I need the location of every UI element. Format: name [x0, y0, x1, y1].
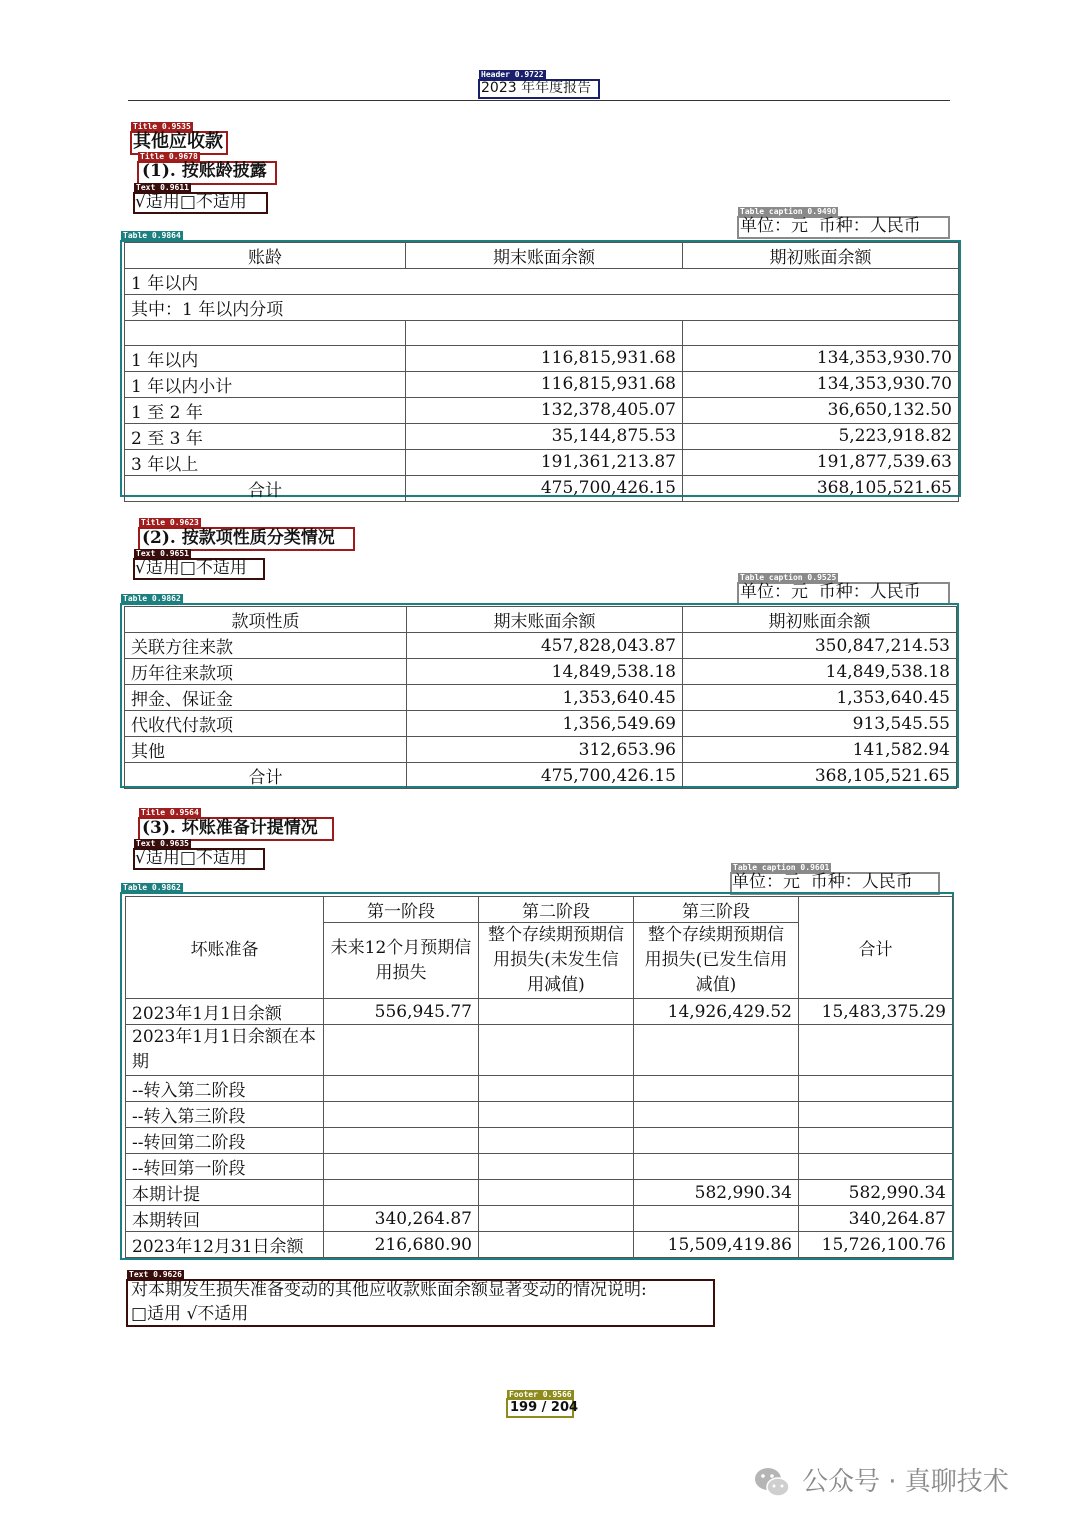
s3-cell-label: 2023年12月31日余额 — [126, 1232, 324, 1258]
s3-table-header-row — [126, 897, 953, 923]
s2-cell-end: 1,356,549.69 — [407, 711, 683, 737]
s2-col-header: 期初账面余额 — [683, 607, 957, 633]
s1-cell-begin: 191,877,539.63 — [683, 449, 959, 475]
s1-cell-end: 116,815,931.68 — [406, 371, 683, 397]
s3-cell-label: 本期转回 — [126, 1206, 324, 1232]
s3-cell-stage2 — [479, 1102, 634, 1128]
s3-cell-stage3 — [634, 1102, 799, 1128]
watermark-text: 公众号 · 真聊技术 — [802, 1467, 1009, 1497]
table-row — [125, 321, 959, 346]
s2-caption: 单位：元 币种：人民币 — [740, 582, 921, 602]
s2-cell-begin: 913,545.55 — [683, 711, 957, 737]
s3-cell-label: --转回第一阶段 — [126, 1154, 324, 1180]
table-row — [126, 1154, 953, 1180]
s2-cell-begin: 14,849,538.18 — [683, 659, 957, 685]
s1-col-header: 期初账面余额 — [683, 243, 959, 269]
s3-cell-stage2 — [479, 1206, 634, 1232]
s3-col-header-total: 合计 — [799, 897, 953, 999]
s3-caption: 单位：元 币种：人民币 — [732, 872, 913, 892]
s3-cell-stage2 — [479, 1076, 634, 1102]
s1-table — [124, 242, 959, 502]
s3-cell-total: 15,726,100.76 — [799, 1232, 953, 1258]
s3-cell-label: 本期计提 — [126, 1180, 324, 1206]
s2-table-detection-label: Table 0.9862 — [123, 594, 181, 603]
s1-cell-label: 1 至 2 年 — [125, 397, 406, 423]
s3-cell-total: 340,264.87 — [799, 1206, 953, 1232]
s2-col-header: 款项性质 — [125, 607, 407, 633]
table-row — [125, 345, 959, 371]
s3-table — [125, 896, 953, 1258]
s2-cell-end: 475,700,426.15 — [407, 763, 683, 789]
s2-cell-label: 押金、保证金 — [125, 685, 407, 711]
table-row-total — [125, 763, 957, 789]
s2-title: (2). 按款项性质分类情况 — [142, 528, 335, 548]
s3-cell-total — [799, 1102, 953, 1128]
s3-cell-stage1 — [324, 1076, 479, 1102]
table-row — [126, 1232, 953, 1258]
section-title-detection-label: Title 0.9535 — [133, 122, 191, 131]
s1-applicability: √适用□不适用 — [135, 192, 247, 212]
s3-title-detection-label: Title 0.9564 — [141, 808, 199, 817]
s1-cell-label: 1 年以内 — [125, 345, 406, 371]
s2-cell-label: 代收代付款项 — [125, 711, 407, 737]
s3-col-header-stage2: 第二阶段 — [479, 897, 634, 923]
s3-cell-stage3 — [634, 1025, 799, 1076]
s3-cell-stage2 — [479, 1180, 634, 1206]
table-row — [125, 371, 959, 397]
s3-cell-stage3 — [634, 1128, 799, 1154]
s2-cell-label: 历年往来款项 — [125, 659, 407, 685]
s3-title: (3). 坏账准备计提情况 — [142, 818, 318, 838]
s1-title-detection-label: Title 0.9678 — [140, 152, 198, 161]
s2-cell-end: 14,849,538.18 — [407, 659, 683, 685]
table-row-total — [125, 475, 959, 501]
table-row — [126, 1076, 953, 1102]
table-row — [126, 1025, 953, 1076]
note-detection-label: Text 0.9626 — [129, 1270, 182, 1279]
header-detection-label: Header 0.9722 — [481, 70, 544, 79]
table-row — [125, 711, 957, 737]
s3-cell-stage1 — [324, 1102, 479, 1128]
header-title: 2023 年年度报告 — [481, 80, 592, 96]
note-line-1: 对本期发生损失准备变动的其他应收款账面余额显著变动的情况说明: — [131, 1280, 647, 1300]
table-row — [125, 737, 957, 763]
s3-cell-stage3: 15,509,419.86 — [634, 1232, 799, 1258]
s3-cell-stage3 — [634, 1076, 799, 1102]
table-row — [125, 269, 959, 295]
s3-cell-stage2 — [479, 1025, 634, 1076]
s2-cell-begin: 368,105,521.65 — [683, 763, 957, 789]
s3-table-detection-label: Table 0.9862 — [123, 883, 181, 892]
s1-cell-end: 116,815,931.68 — [406, 345, 683, 371]
s3-cell-label: --转入第三阶段 — [126, 1102, 324, 1128]
table-row — [126, 1102, 953, 1128]
s3-col-subheader-stage1: 未来12个月预期信用损失 — [324, 923, 479, 999]
s3-text-detection-label: Text 0.9635 — [136, 839, 189, 848]
table-row — [125, 633, 957, 659]
s1-table-detection-label: Table 0.9864 — [123, 231, 181, 240]
s2-cell-label: 其他 — [125, 737, 407, 763]
s2-title-detection-label: Title 0.9623 — [141, 518, 199, 527]
s3-cell-label: 2023年1月1日余额 — [126, 999, 324, 1025]
table-row — [126, 1206, 953, 1232]
s3-col-subheader-stage3: 整个存续期预期信用损失(已发生信用减值) — [634, 923, 799, 999]
s2-cell-begin: 141,582.94 — [683, 737, 957, 763]
s3-cell-stage1: 556,945.77 — [324, 999, 479, 1025]
s2-cell-begin: 350,847,214.53 — [683, 633, 957, 659]
s2-table-header-row — [125, 607, 957, 633]
s3-caption-detection-label: Table caption 0.9601 — [733, 863, 830, 872]
s2-caption-detection-label: Table caption 0.9525 — [740, 573, 837, 582]
s2-table — [124, 606, 957, 789]
s3-cell-stage3 — [634, 1206, 799, 1232]
table-row — [125, 449, 959, 475]
s2-text-detection-label: Text 0.9651 — [136, 549, 189, 558]
s2-cell-label: 合计 — [125, 763, 407, 789]
s1-cell-begin: 5,223,918.82 — [683, 423, 959, 449]
page-number: 199 / 204 — [510, 1400, 579, 1415]
s1-cell-label: 3 年以上 — [125, 449, 406, 475]
s3-col-header-stage3: 第三阶段 — [634, 897, 799, 923]
s1-cell-end — [406, 321, 683, 346]
s2-cell-label: 关联方往来款 — [125, 633, 407, 659]
s1-cell-label: 1 年以内 — [125, 269, 959, 295]
s1-cell-begin: 36,650,132.50 — [683, 397, 959, 423]
s1-table-header-row — [125, 243, 959, 269]
s3-cell-total — [799, 1076, 953, 1102]
s1-cell-label — [125, 321, 406, 346]
wechat-icon — [752, 1462, 792, 1502]
table-row — [126, 1128, 953, 1154]
s1-cell-begin — [683, 321, 959, 346]
s1-caption-detection-label: Table caption 0.9490 — [740, 207, 837, 216]
s3-col-subheader-stage2: 整个存续期预期信用损失(未发生信用减值) — [479, 923, 634, 999]
s1-cell-label: 其中：1 年以内分项 — [125, 295, 959, 321]
s3-col-header-stage1: 第一阶段 — [324, 897, 479, 923]
table-row — [125, 685, 957, 711]
s1-cell-begin: 134,353,930.70 — [683, 345, 959, 371]
s3-cell-stage1: 340,264.87 — [324, 1206, 479, 1232]
table-row — [125, 397, 959, 423]
s3-cell-label: 2023年1月1日余额在本期 — [126, 1025, 324, 1076]
s1-cell-end: 475,700,426.15 — [406, 475, 683, 501]
s1-col-header: 期末账面余额 — [406, 243, 683, 269]
s3-cell-stage2 — [479, 1232, 634, 1258]
s1-caption: 单位：元 币种：人民币 — [740, 216, 921, 236]
s3-cell-stage1 — [324, 1128, 479, 1154]
s1-cell-label: 合计 — [125, 475, 406, 501]
s3-cell-label: --转入第二阶段 — [126, 1076, 324, 1102]
table-row — [125, 423, 959, 449]
s3-cell-total: 15,483,375.29 — [799, 999, 953, 1025]
s3-cell-stage3 — [634, 1154, 799, 1180]
s1-cell-end: 35,144,875.53 — [406, 423, 683, 449]
header-rule — [128, 100, 950, 101]
s1-text-detection-label: Text 0.9611 — [136, 183, 189, 192]
table-row — [126, 1180, 953, 1206]
s1-cell-label: 1 年以内小计 — [125, 371, 406, 397]
s3-cell-stage3: 14,926,429.52 — [634, 999, 799, 1025]
s2-col-header: 期末账面余额 — [407, 607, 683, 633]
s1-cell-begin: 368,105,521.65 — [683, 475, 959, 501]
s3-cell-total — [799, 1154, 953, 1180]
s2-cell-end: 1,353,640.45 — [407, 685, 683, 711]
s1-cell-end: 132,378,405.07 — [406, 397, 683, 423]
s3-cell-stage2 — [479, 999, 634, 1025]
s3-cell-stage3: 582,990.34 — [634, 1180, 799, 1206]
section-title: 其他应收款 — [133, 131, 223, 152]
s3-cell-stage2 — [479, 1154, 634, 1180]
s2-applicability: √适用□不适用 — [135, 558, 247, 578]
s1-cell-end: 191,361,213.87 — [406, 449, 683, 475]
s1-cell-label: 2 至 3 年 — [125, 423, 406, 449]
s1-cell-begin: 134,353,930.70 — [683, 371, 959, 397]
s3-cell-stage1: 216,680.90 — [324, 1232, 479, 1258]
s1-col-header: 账龄 — [125, 243, 406, 269]
s3-cell-stage1 — [324, 1180, 479, 1206]
s2-cell-end: 312,653.96 — [407, 737, 683, 763]
s3-cell-stage2 — [479, 1128, 634, 1154]
s3-cell-stage1 — [324, 1025, 479, 1076]
s3-cell-stage1 — [324, 1154, 479, 1180]
table-row — [125, 659, 957, 685]
s2-cell-begin: 1,353,640.45 — [683, 685, 957, 711]
s1-title: (1). 按账龄披露 — [142, 161, 267, 181]
s2-cell-end: 457,828,043.87 — [407, 633, 683, 659]
note-line-2: □适用 √不适用 — [131, 1304, 249, 1324]
table-row — [126, 999, 953, 1025]
s3-col-header-main: 坏账准备 — [126, 897, 324, 999]
s3-cell-label: --转回第二阶段 — [126, 1128, 324, 1154]
s3-cell-total — [799, 1025, 953, 1076]
s3-cell-total — [799, 1128, 953, 1154]
s3-cell-total: 582,990.34 — [799, 1180, 953, 1206]
footer-detection-label: Footer 0.9566 — [509, 1390, 572, 1399]
table-row — [125, 295, 959, 321]
s3-applicability: √适用□不适用 — [135, 848, 247, 868]
